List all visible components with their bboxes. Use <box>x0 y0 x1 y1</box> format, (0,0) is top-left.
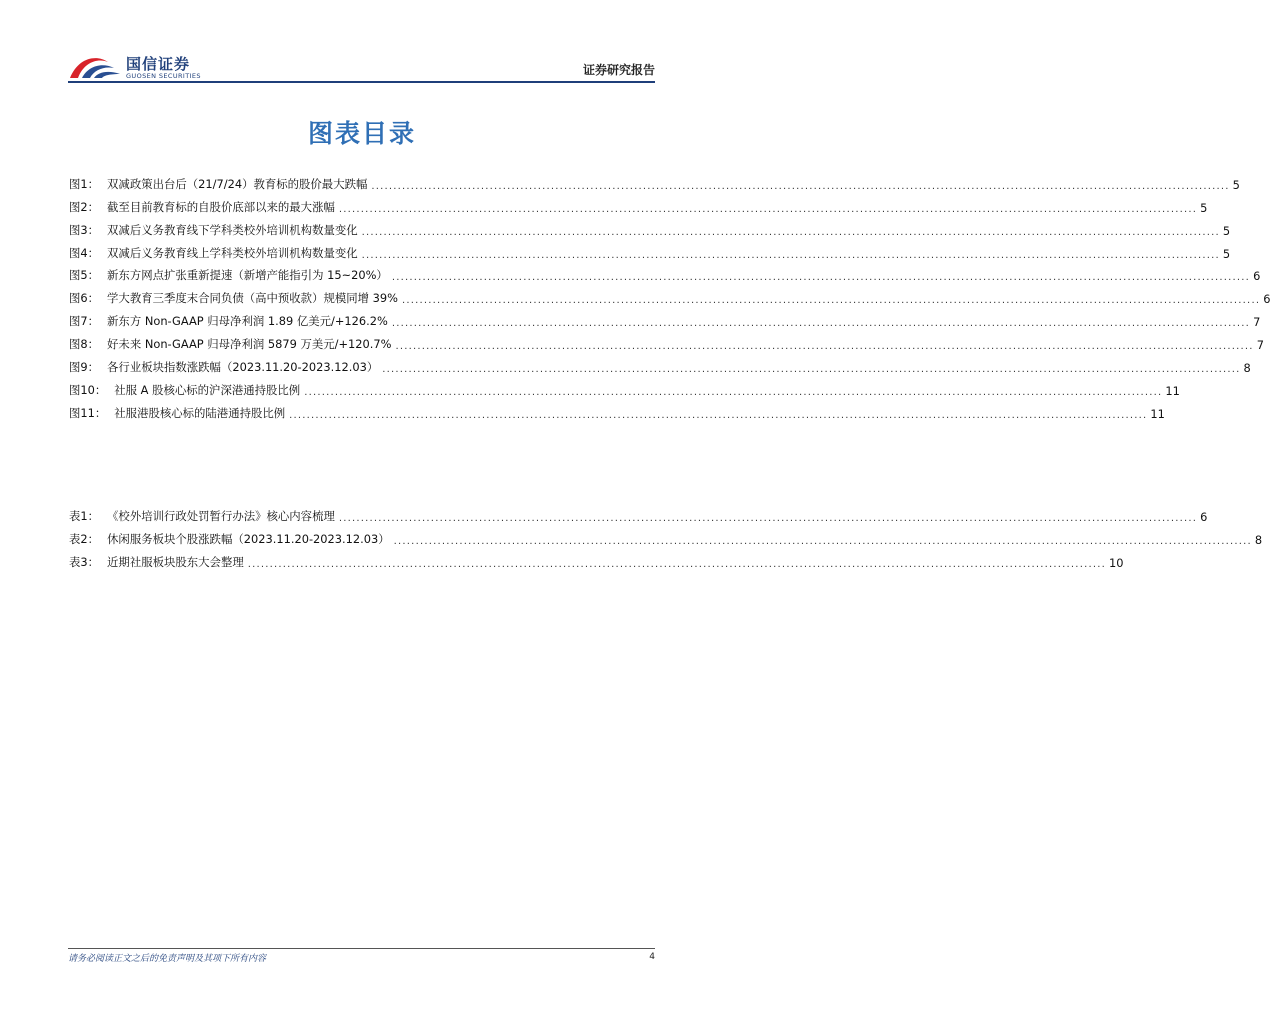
entry-label: 图11： <box>69 405 107 420</box>
toc-entry-table[interactable] <box>69 501 1208 524</box>
entry-page-number: 5 <box>1232 177 1240 192</box>
entry-title: 各行业板块指数涨跌幅（2023.11.20-2023.12.03） <box>107 360 379 375</box>
entry-title: 截至目前教育标的自股价底部以来的最大涨幅 <box>107 199 335 214</box>
figure-list <box>69 169 1270 421</box>
entry-label: 表3： <box>69 554 100 569</box>
toc-entry-table[interactable] <box>69 524 1263 547</box>
guosen-logo-mark-icon <box>68 52 122 82</box>
entry-page-number: 7 <box>1256 338 1264 353</box>
entry-label: 图9： <box>69 360 100 375</box>
entry-label: 图2： <box>69 199 100 214</box>
entry-title: 休闲服务板块个股涨跌幅（2023.11.20-2023.12.03） <box>107 531 390 546</box>
entry-title: 《校外培训行政处罚暂行办法》核心内容梳理 <box>107 508 335 523</box>
entry-title: 新东方网点扩张重新提速（新增产能指引为 15~20%） <box>107 268 388 283</box>
brand-name-cn: 国信证券 <box>126 55 191 73</box>
dot-leader <box>248 559 1106 570</box>
dot-leader <box>395 341 1253 352</box>
toc-entry-figure[interactable] <box>69 238 1231 261</box>
dot-leader <box>304 387 1162 398</box>
entry-title: 双减后义务教育线上学科类校外培训机构数量变化 <box>107 245 358 260</box>
dot-leader <box>371 181 1229 192</box>
entry-title: 好未来 Non-GAAP 归母净利润 5879 万美元/+120.7% <box>107 337 392 352</box>
entry-page-number: 6 <box>1263 292 1270 307</box>
entry-label: 图6： <box>69 291 100 306</box>
entry-page-number: 5 <box>1200 200 1208 215</box>
entry-page-number: 8 <box>1243 361 1251 376</box>
page-number: 4 <box>649 952 655 962</box>
entry-label: 图3： <box>69 222 100 237</box>
header-divider <box>68 81 655 83</box>
entry-page-number: 6 <box>1200 509 1208 524</box>
entry-label: 图8： <box>69 337 100 352</box>
toc-entry-figure[interactable] <box>69 215 1231 238</box>
entry-page-number: 11 <box>1165 383 1180 398</box>
dot-leader <box>392 272 1250 283</box>
entry-label: 图4： <box>69 245 100 260</box>
entry-page-number: 8 <box>1254 532 1263 547</box>
toc-entry-figure[interactable] <box>69 169 1240 192</box>
entry-title: 近期社服板块股东大会整理 <box>107 554 244 569</box>
entry-title: 双减政策出台后（21/7/24）教育标的股价最大跌幅 <box>107 176 368 191</box>
entry-label: 图1： <box>69 176 100 191</box>
dot-leader <box>362 250 1220 261</box>
dot-leader <box>289 410 1147 421</box>
dot-leader <box>362 227 1220 238</box>
dot-leader <box>339 513 1197 524</box>
entry-page-number: 7 <box>1253 315 1261 330</box>
entry-label: 图7： <box>69 314 100 329</box>
dot-leader <box>392 318 1250 329</box>
entry-page-number: 6 <box>1253 269 1261 284</box>
entry-title: 社服港股核心标的陆港通持股比例 <box>114 405 286 420</box>
table-list <box>69 501 1263 570</box>
entry-page-number: 5 <box>1222 223 1231 238</box>
footer-disclaimer: 请务必阅读正文之后的免责声明及其项下所有内容 <box>68 954 267 964</box>
entry-title: 学大教育三季度末合同负债（高中预收款）规模同增 39% <box>107 291 398 306</box>
toc-entry-figure[interactable] <box>69 261 1261 284</box>
dot-leader <box>402 295 1260 306</box>
page-title: 图表目录 <box>307 119 416 148</box>
brand-name-en: GUOSEN SECURITIES <box>126 72 201 80</box>
toc-entry-figure[interactable] <box>69 398 1165 421</box>
toc-entry-figure[interactable] <box>69 306 1261 330</box>
entry-page-number: 10 <box>1108 555 1124 570</box>
toc-entry-figure[interactable] <box>69 329 1264 353</box>
toc-entry-figure[interactable] <box>69 283 1270 307</box>
entry-label: 图5： <box>69 268 100 283</box>
toc-entry-table[interactable] <box>69 547 1124 570</box>
footer-divider <box>68 948 655 949</box>
entry-title: 双减后义务教育线下学科类校外培训机构数量变化 <box>107 222 358 237</box>
entry-page-number: 5 <box>1222 246 1231 261</box>
entry-label: 图10： <box>69 382 107 397</box>
entry-title: 社服 A 股核心标的沪深港通持股比例 <box>114 382 301 397</box>
dot-leader <box>394 536 1252 547</box>
entry-label: 表1： <box>69 508 100 523</box>
toc-entry-figure[interactable] <box>69 192 1208 215</box>
toc-entry-figure[interactable] <box>69 352 1251 376</box>
entry-label: 表2： <box>69 531 100 546</box>
dot-leader <box>382 364 1240 375</box>
dot-leader <box>339 204 1197 215</box>
entry-title: 新东方 Non-GAAP 归母净利润 1.89 亿美元/+126.2% <box>107 314 388 329</box>
toc-entry-figure[interactable] <box>69 375 1180 398</box>
entry-page-number: 11 <box>1150 406 1165 421</box>
report-type-label: 证券研究报告 <box>582 63 655 77</box>
